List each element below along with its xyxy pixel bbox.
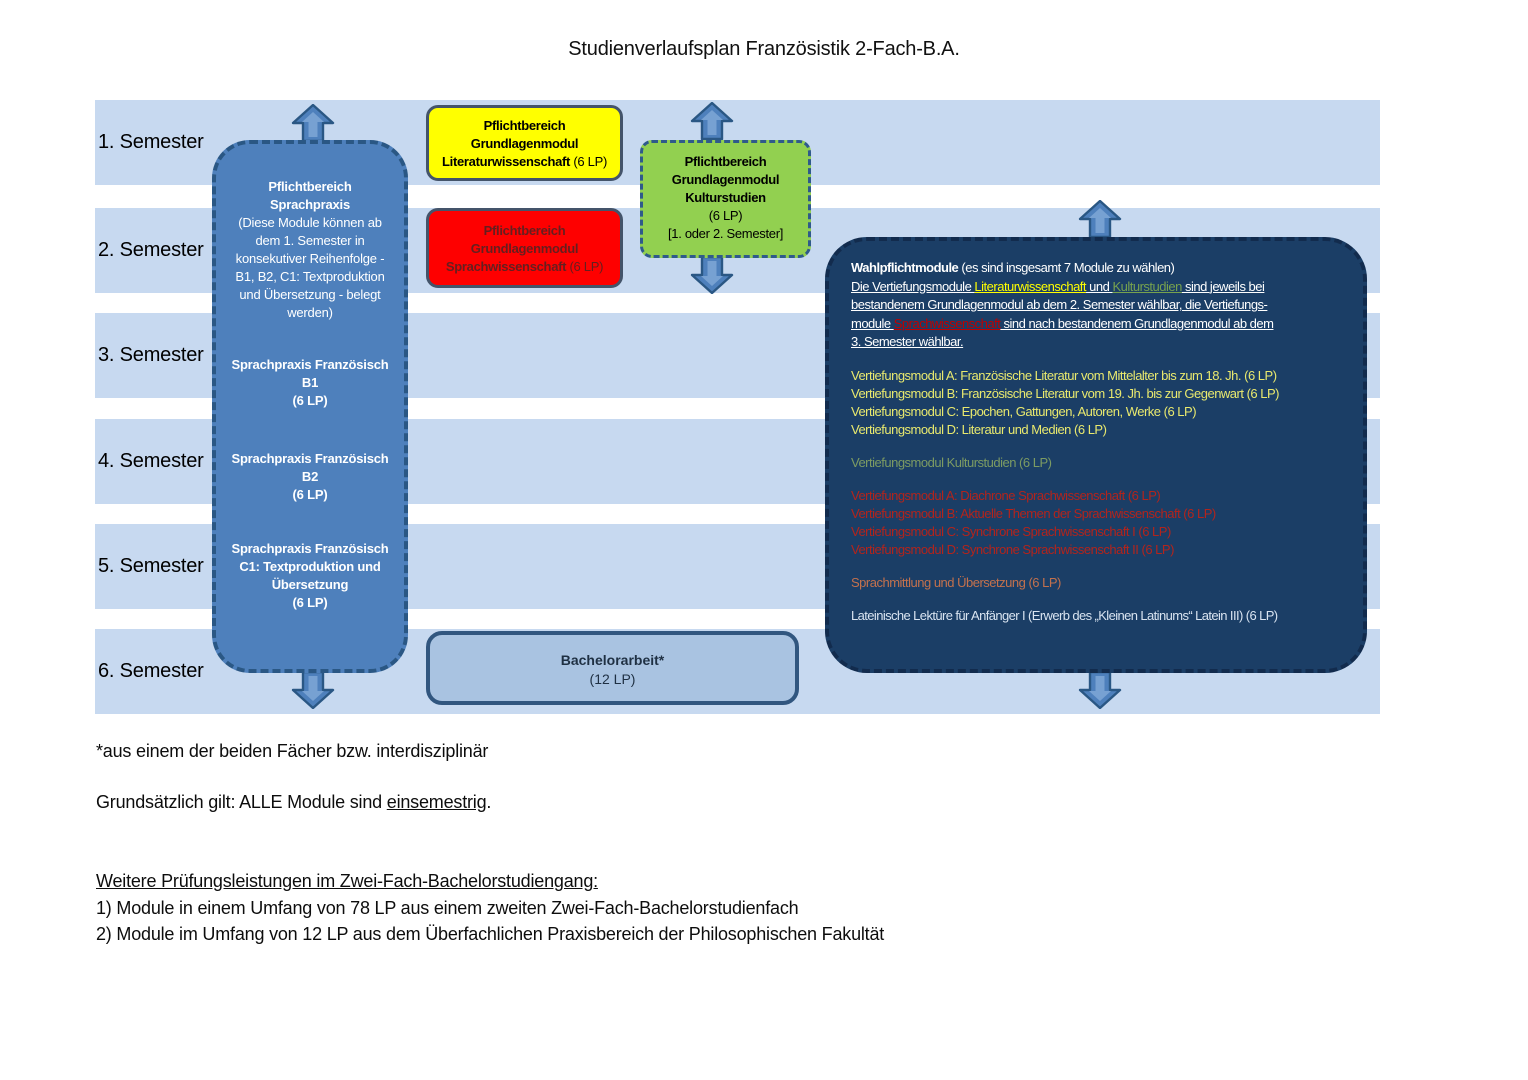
module-name: Sprachpraxis Französisch B2	[231, 451, 389, 484]
box-text: Pflichtbereich Grundlagenmodul Sprachwissenschaft (6 LP)	[445, 223, 604, 274]
module-credits: (6 LP)	[292, 595, 328, 610]
list-item-sprachwissenschaft-c: Vertiefungsmodul C: Synchrone Sprachwissenschaft I (6 LP)	[851, 523, 1171, 539]
list-item-sprachwissenschaft-d: Vertiefungsmodul D: Synchrone Sprachwissenschaft II (6 LP)	[851, 541, 1174, 557]
general-note: Grundsätzlich gilt: ALLE Module sind einsemestrig.	[96, 792, 492, 812]
sprachpraxis-note: (Diese Module können ab dem 1. Semester in konsekutiver Reihenfolge - B1, B2, C1: Textproduktion und Übersetzung - belegt werden)	[235, 215, 385, 320]
grundlagenmodul-kulturstudien-box	[640, 140, 811, 258]
up-arrow-icon	[690, 102, 734, 140]
exam-requirement-1: 1) Module in einem Umfang von 78 LP aus einem zweiten Zwei-Fach-Bachelorstudienfach	[96, 898, 799, 918]
box-credits: (6 LP)	[708, 208, 743, 223]
down-arrow-icon	[1078, 671, 1122, 709]
list-item-kulturstudien: Vertiefungsmodul Kulturstudien (6 LP)	[851, 454, 1052, 470]
grundlagenmodul-literaturwissenschaft-box	[426, 105, 623, 181]
module-name: Sprachpraxis Französisch B1	[231, 357, 389, 390]
down-arrow-icon	[690, 256, 734, 294]
box-heading: Pflichtbereich Grundlagenmodul Kulturstudien	[671, 154, 780, 205]
bachelorarbeit-box	[426, 631, 799, 705]
module-sprachpraxis-b1	[228, 356, 392, 410]
semester-label-2: 2. Semester	[98, 239, 204, 261]
wahlpflichtmodule-box	[825, 237, 1367, 673]
module-sprachpraxis-c1	[228, 540, 392, 612]
sprachpraxis-heading: Pflichtbereich Sprachpraxis	[268, 179, 352, 212]
semester-label-5: 5. Semester	[98, 555, 204, 577]
exam-requirement-2: 2) Module im Umfang von 12 LP aus dem Überfachlichen Praxisbereich der Philosophischen Fakultät	[96, 924, 885, 944]
semester-label-4: 4. Semester	[98, 450, 204, 472]
semester-label-1: 1. Semester	[98, 131, 204, 153]
box-semester-note: [1. oder 2. Semester]	[667, 226, 784, 241]
list-item-literatur-a: Vertiefungsmodul A: Französische Literatur vom Mittelalter bis zum 18. Jh. (6 LP)	[851, 367, 1277, 383]
module-name: Sprachpraxis Französisch C1: Textproduktion und Übersetzung	[231, 541, 389, 592]
bachelor-name: Bachelorarbeit*	[560, 652, 665, 668]
bachelor-credits: (12 LP)	[589, 671, 636, 687]
module-credits: (6 LP)	[292, 487, 328, 502]
sprachpraxis-box	[212, 140, 408, 673]
semester-label-6: 6. Semester	[98, 660, 204, 682]
star-note: *aus einem der beiden Fächer bzw. interdisziplinär	[96, 741, 489, 761]
down-arrow-icon	[291, 671, 335, 709]
up-arrow-icon	[291, 104, 335, 142]
list-item-literatur-d: Vertiefungsmodul D: Literatur und Medien (6 LP)	[851, 421, 1107, 437]
semester-label-3: 3. Semester	[98, 344, 204, 366]
up-arrow-icon	[1078, 200, 1122, 238]
list-item-sprachwissenschaft-b: Vertiefungsmodul B: Aktuelle Themen der Sprachwissenschaft (6 LP)	[851, 505, 1216, 521]
box-text: Pflichtbereich Grundlagenmodul Literaturwissenschaft (6 LP)	[442, 118, 607, 169]
exams-heading: Weitere Prüfungsleistungen im Zwei-Fach-Bachelorstudiengang:	[96, 871, 598, 891]
list-item-sprachmittlung: Sprachmittlung und Übersetzung (6 LP)	[851, 574, 1061, 590]
page-title: Studienverlaufsplan Französistik 2-Fach-B.A.	[568, 38, 960, 60]
list-item-literatur-c: Vertiefungsmodul C: Epochen, Gattungen, Autoren, Werke (6 LP)	[851, 403, 1197, 419]
list-item-literatur-b: Vertiefungsmodul B: Französische Literatur vom 19. Jh. bis zur Gegenwart (6 LP)	[851, 385, 1279, 401]
module-sprachpraxis-b2	[228, 450, 392, 504]
list-item-sprachwissenschaft-a: Vertiefungsmodul A: Diachrone Sprachwissenschaft (6 LP)	[851, 487, 1161, 503]
list-item-latein: Lateinische Lektüre für Anfänger I (Erwerb des „Kleinen Latinums“ Latein III) (6 LP)	[851, 607, 1278, 623]
grundlagenmodul-sprachwissenschaft-box	[426, 208, 623, 288]
wahlpflicht-intro: Wahlpflichtmodule (es sind insgesamt 7 Module zu wählen) Die Vertiefungsmodule Literaturwissenschaft und Kulturstudien sind jeweils bei bestandenem Grundlagenmodul ab dem 2. Semester wählbar, die Vertiefungs- module Sprachwissenschaft sind nach bestandenem Grundlagenmodul ab dem 3. Semester wählbar.	[851, 260, 1274, 349]
module-credits: (6 LP)	[292, 393, 328, 408]
